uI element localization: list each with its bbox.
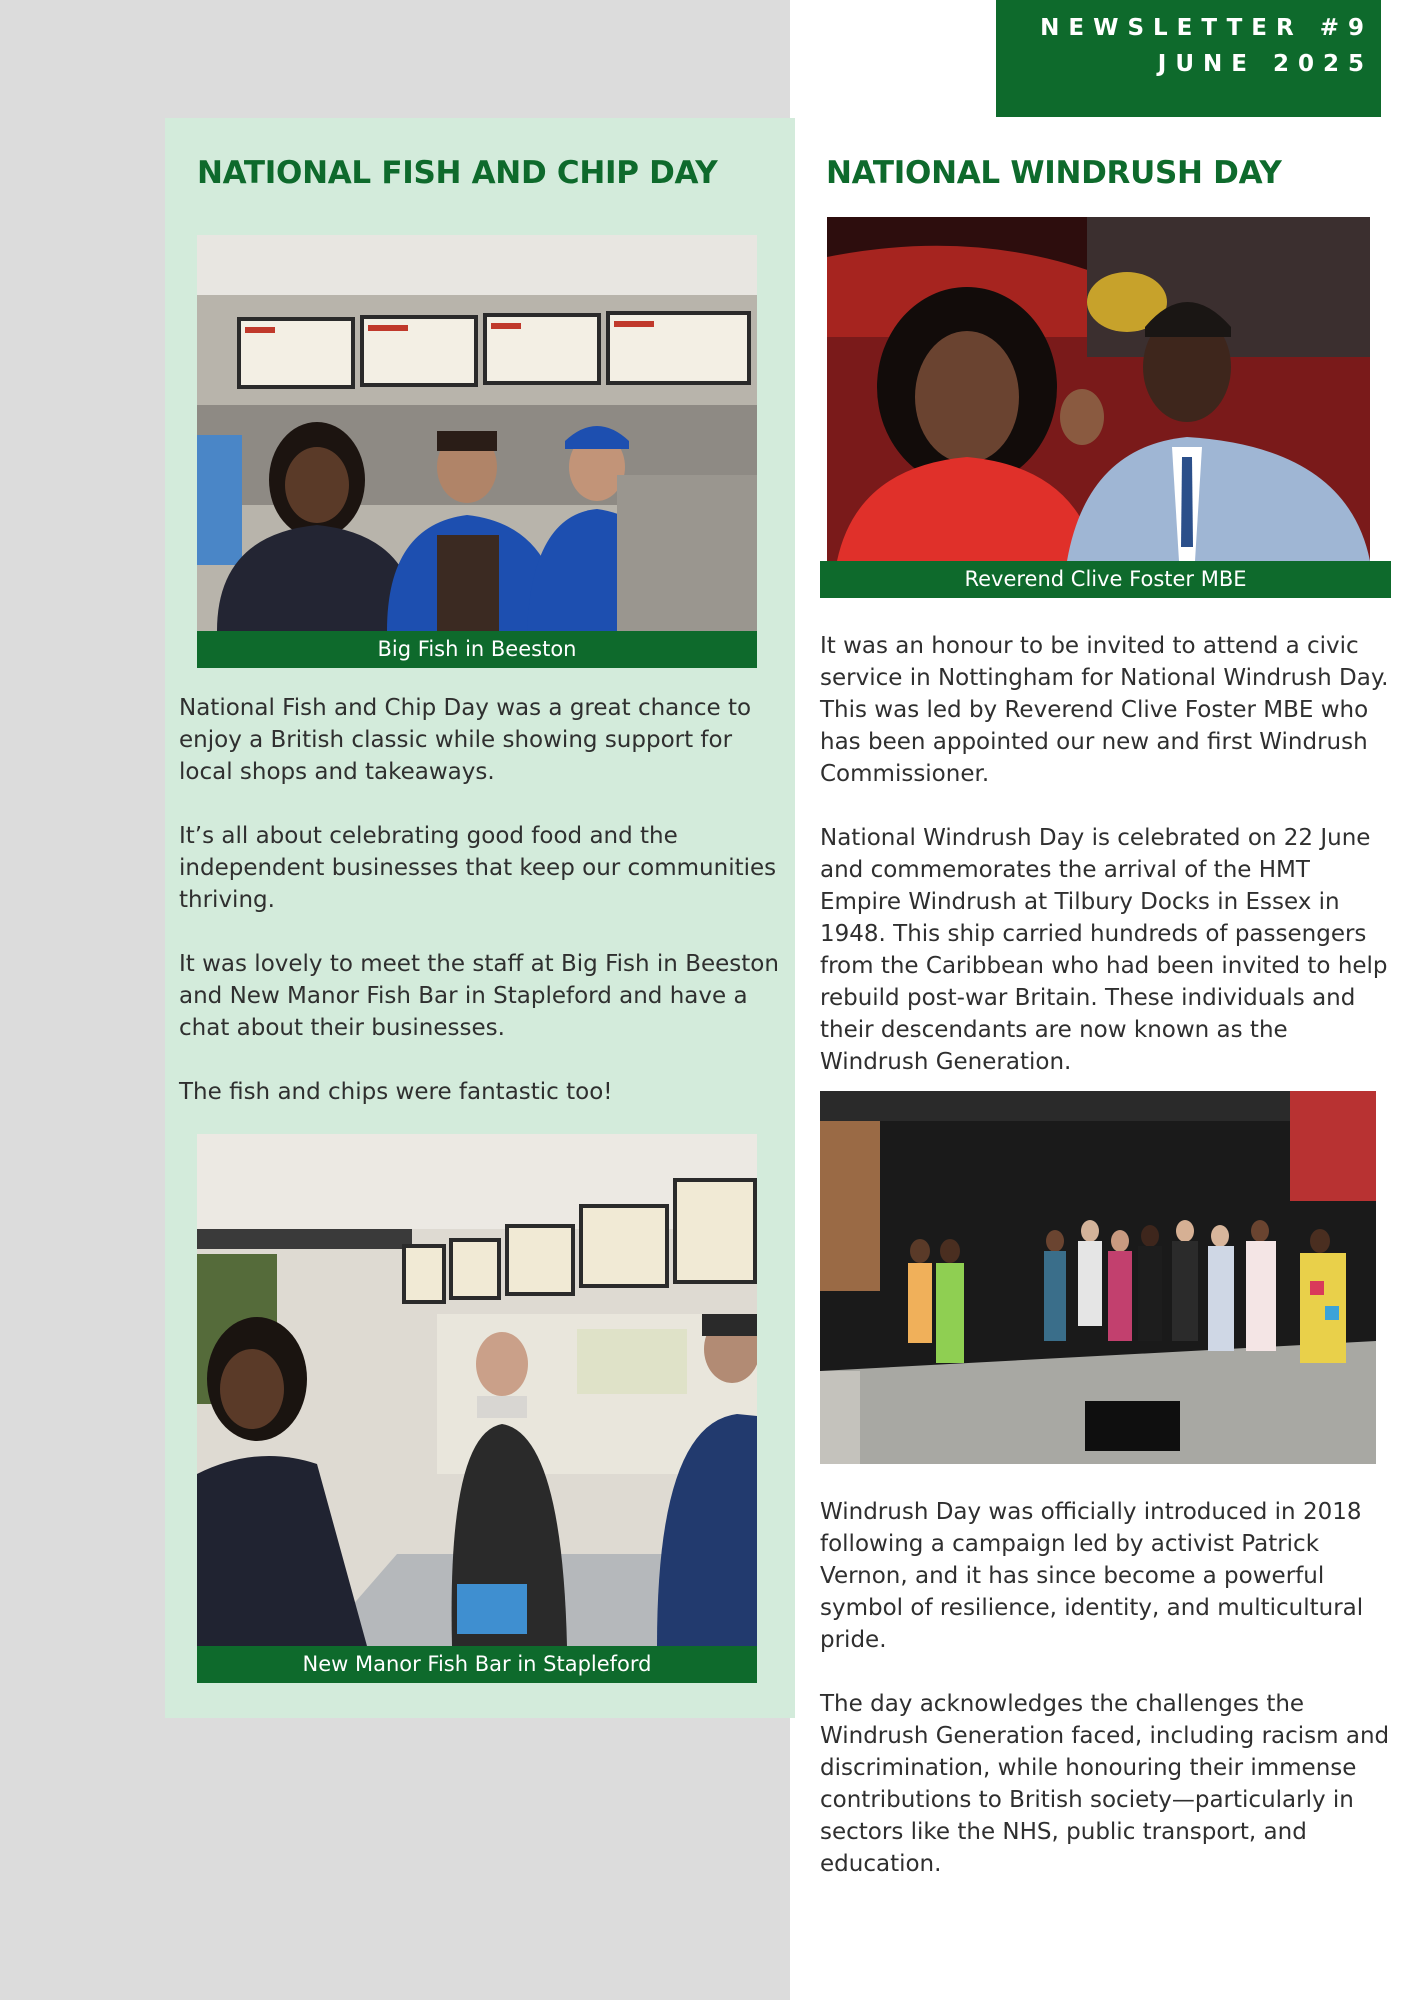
new-manor-photo — [197, 1134, 757, 1646]
newsletter-masthead — [996, 0, 1381, 117]
reverend-caption: Reverend Clive Foster MBE — [820, 561, 1391, 598]
fish-chip-paragraph: It was lovely to meet the staff at Big Fish in Beeston and New Manor Fish Bar in Stapleford and have a chat about their businesses. — [179, 951, 779, 1041]
fish-chip-paragraph: It’s all about celebrating good food and the independent businesses that keep our communities thriving. — [179, 823, 777, 913]
big-fish-photo — [197, 235, 757, 631]
windrush-paragraph: The day acknowledges the challenges the Windrush Generation faced, including racism and discrimination, while honouring their immense contributions to British society—particularly in sectors like the NHS, public transport, and education. — [820, 1691, 1390, 1877]
fish-chip-body — [179, 692, 784, 1108]
windrush-body-a — [820, 630, 1395, 1078]
windrush-title: NATIONAL WINDRUSH DAY — [826, 155, 1282, 191]
windrush-paragraph: It was an honour to be invited to attend a civic service in Nottingham for National Windrush Day. This was led by Reverend Clive Foster MBE who has been appointed our new and first Windrush Commissioner. — [820, 633, 1389, 787]
reverend-photo — [827, 217, 1370, 561]
fish-chip-title: NATIONAL FISH AND CHIP DAY — [197, 155, 718, 191]
fish-chip-paragraph: The fish and chips were fantastic too! — [179, 1079, 613, 1105]
newsletter-number: NEWSLETTER #9 — [1040, 15, 1373, 41]
big-fish-caption: Big Fish in Beeston — [197, 631, 757, 668]
windrush-paragraph: Windrush Day was officially introduced in 2018 following a campaign led by activist Patrick Vernon, and it has since become a powerful symbol of resilience, identity, and multicultural pride. — [820, 1499, 1364, 1653]
windrush-choir-photo — [820, 1091, 1376, 1464]
windrush-body-b — [820, 1496, 1395, 1880]
windrush-paragraph: National Windrush Day is celebrated on 22 June and commemorates the arrival of the HMT Empire Windrush at Tilbury Docks in Essex in 1948. This ship carried hundreds of passengers from the Caribbean who had been invited to help rebuild post-war Britain. These individuals and their descendants are now known as the Windrush Generation. — [820, 825, 1388, 1075]
fish-chip-paragraph: National Fish and Chip Day was a great chance to enjoy a British classic while showing support for local shops and takeaways. — [179, 695, 752, 785]
new-manor-caption: New Manor Fish Bar in Stapleford — [197, 1646, 757, 1683]
newsletter-date: JUNE 2025 — [1157, 51, 1373, 77]
